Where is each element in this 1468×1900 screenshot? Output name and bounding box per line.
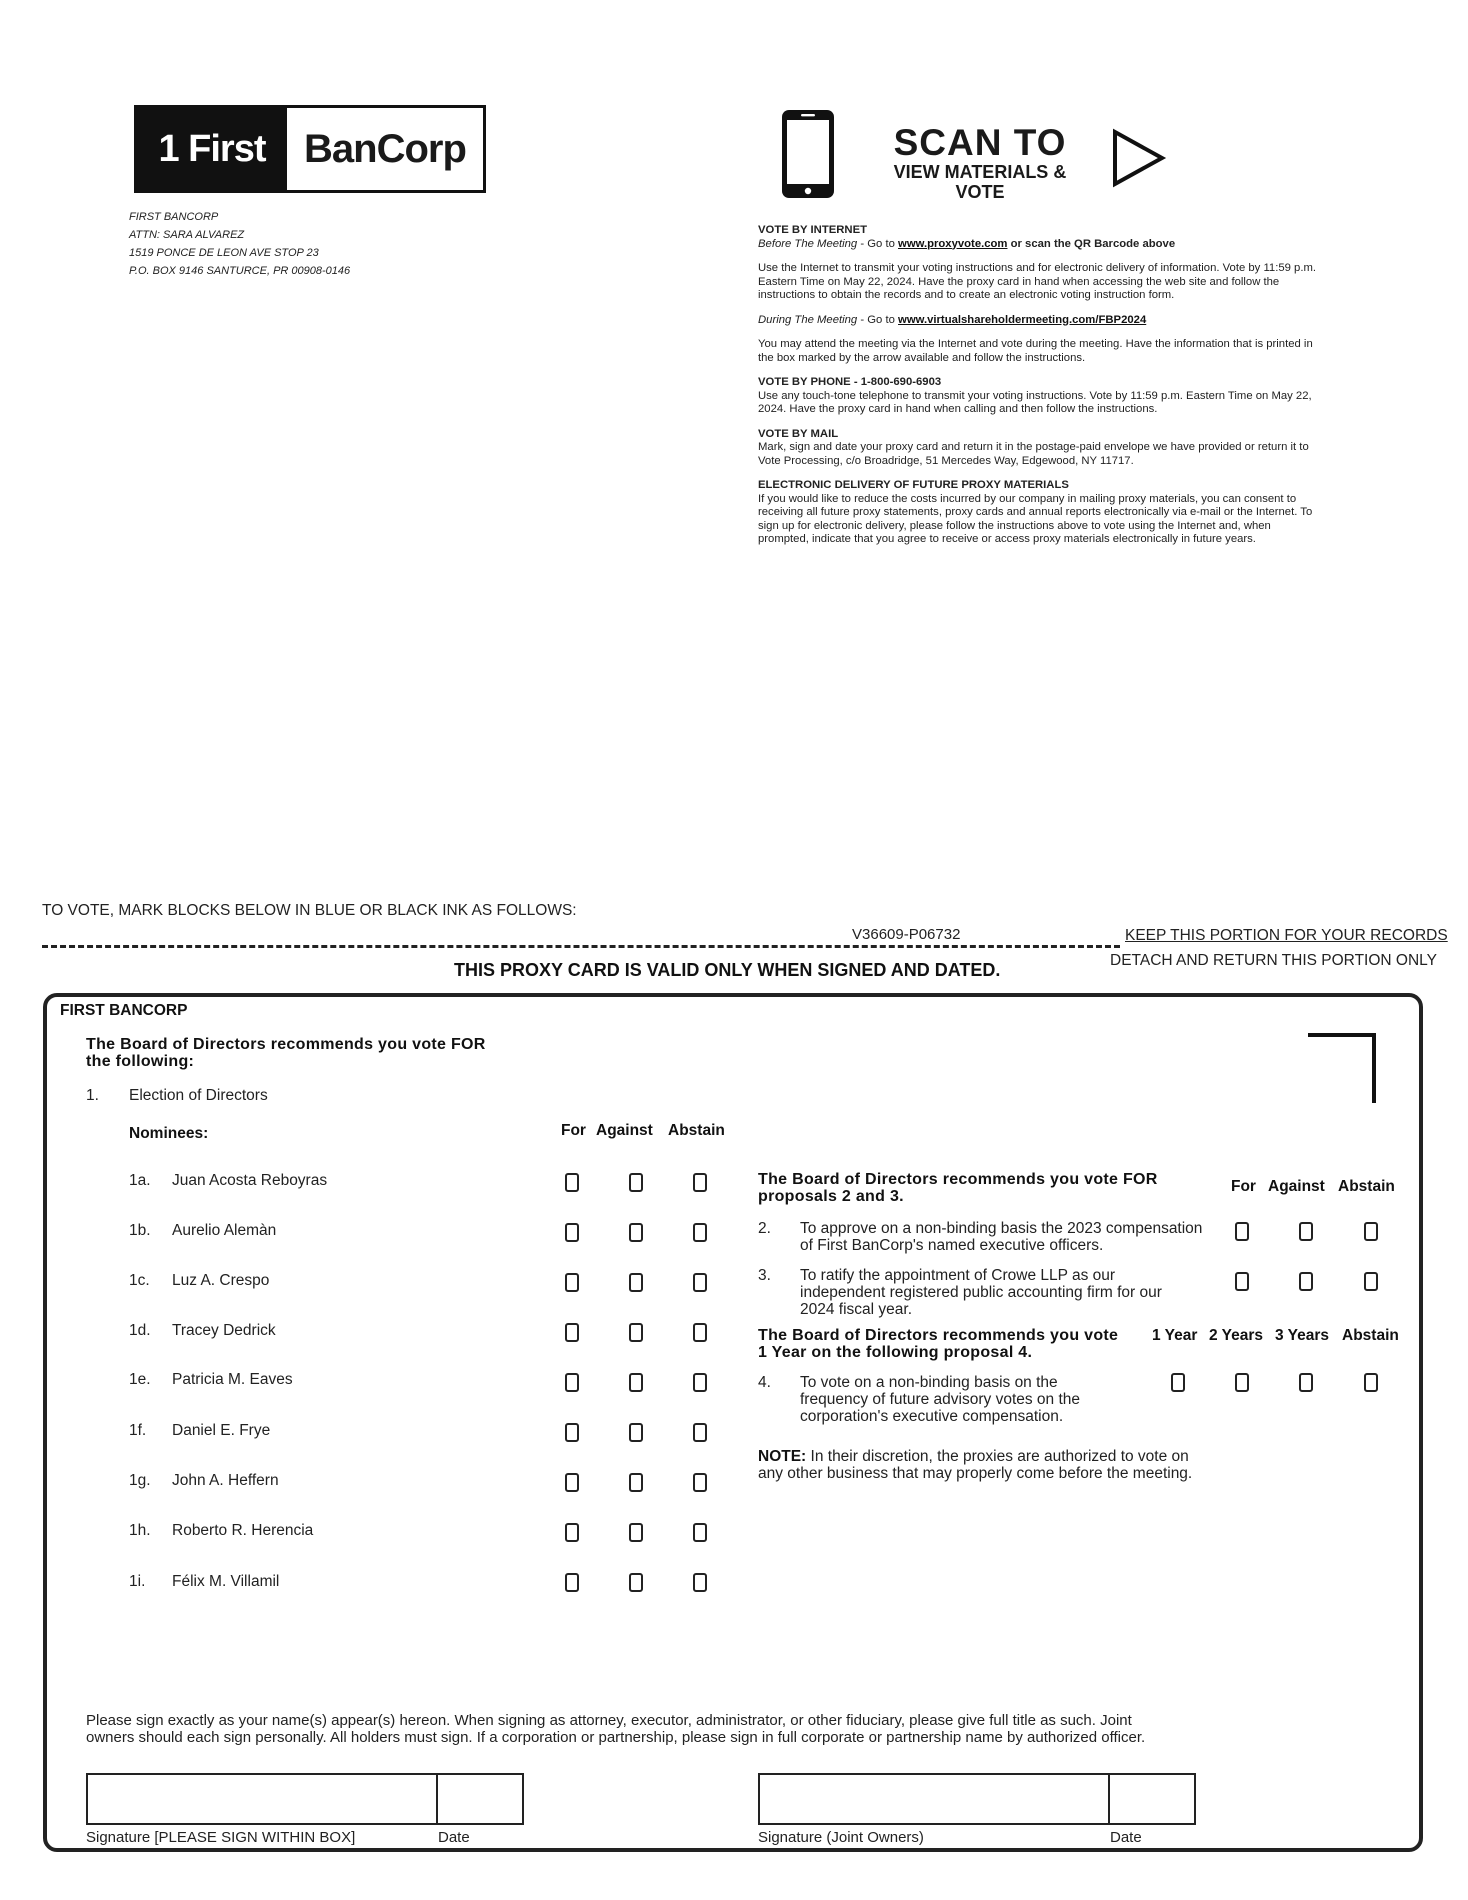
freq-header-2years: 2 Years bbox=[1209, 1327, 1264, 1344]
logo-wordmark: BanCorp bbox=[304, 126, 466, 171]
voting-instructions bbox=[758, 224, 1320, 547]
rec1-line2: the following: bbox=[86, 1053, 195, 1070]
nominee-name: Daniel E. Frye bbox=[172, 1422, 271, 1439]
nominee-id: 1d. bbox=[129, 1322, 151, 1339]
nominee-name: Tracey Dedrick bbox=[172, 1322, 276, 1339]
mail-heading: VOTE BY MAIL bbox=[758, 427, 839, 440]
p3-number: 3. bbox=[758, 1267, 771, 1284]
checkbox-1h-for[interactable] bbox=[565, 1523, 579, 1542]
checkbox-1e-against[interactable] bbox=[629, 1373, 643, 1392]
p3-line2: independent registered public accounting firm for our bbox=[800, 1284, 1162, 1301]
address-line: FIRST BANCORP bbox=[129, 211, 219, 223]
address-line: P.O. BOX 9146 SANTURCE, PR 00908-0146 bbox=[129, 265, 351, 277]
edelivery-heading: ELECTRONIC DELIVERY OF FUTURE PROXY MATERIALS bbox=[758, 479, 1069, 491]
p4-number: 4. bbox=[758, 1374, 771, 1391]
mail-body: Mark, sign and date your proxy card and return it in the postage-paid envelope we have provided or return it to Vote Processing, c/o Broadridge, 51 Mercedes Way, Edgewood, NY 11717. bbox=[758, 441, 1309, 467]
checkbox-p2-against[interactable] bbox=[1299, 1222, 1313, 1241]
rec1-line1: The Board of Directors recommends you vote FOR bbox=[86, 1036, 486, 1053]
proxyvote-link[interactable]: www.proxyvote.com bbox=[898, 237, 1008, 250]
phone-body: Use any touch-tone telephone to transmit your voting instructions. Vote by 11:59 p.m. Eastern Time on May 22, 2024. Have the proxy card in hand when calling and then follow the instructions. bbox=[758, 389, 1312, 415]
p3-text bbox=[800, 1267, 1162, 1318]
checkbox-p3-for[interactable] bbox=[1235, 1272, 1249, 1291]
phone-heading: VOTE BY PHONE - 1-800-690-6903 bbox=[758, 376, 942, 388]
p4-line1: To vote on a non-binding basis on the bbox=[800, 1374, 1058, 1391]
p3-line1: To ratify the appointment of Crowe LLP as our bbox=[800, 1267, 1116, 1284]
checkbox-1i-against[interactable] bbox=[629, 1573, 643, 1592]
nominee-id: 1h. bbox=[129, 1522, 151, 1539]
checkbox-1f-against[interactable] bbox=[629, 1423, 643, 1442]
p23-header-abstain: Abstain bbox=[1338, 1178, 1395, 1195]
detach-line bbox=[42, 945, 1120, 948]
nominee-id: 1c. bbox=[129, 1272, 150, 1289]
rec1-heading bbox=[86, 1036, 486, 1070]
scan-title: SCAN TO bbox=[893, 122, 1067, 163]
checkbox-1c-abstain[interactable] bbox=[693, 1273, 707, 1292]
checkbox-p3-against[interactable] bbox=[1299, 1272, 1313, 1291]
phone-icon bbox=[780, 108, 836, 200]
freq-header-3years: 3 Years bbox=[1275, 1327, 1330, 1344]
return-address bbox=[129, 208, 350, 280]
nominee-id: 1a. bbox=[129, 1172, 151, 1189]
p4-line2: frequency of future advisory votes on the bbox=[800, 1391, 1081, 1408]
note-line1 bbox=[758, 1448, 1192, 1465]
note-text1: In their discretion, the proxies are authorized to vote on bbox=[806, 1448, 1189, 1465]
nominee-name: Patricia M. Eaves bbox=[172, 1371, 293, 1388]
checkbox-p4-abstain[interactable] bbox=[1364, 1373, 1378, 1392]
card-company: FIRST BANCORP bbox=[60, 1002, 188, 1019]
nominees-label: Nominees: bbox=[129, 1125, 209, 1142]
nominee-id: 1e. bbox=[129, 1371, 151, 1388]
p2-line2: of First BanCorp's named executive officers. bbox=[800, 1237, 1104, 1254]
checkbox-1g-for[interactable] bbox=[565, 1473, 579, 1492]
joint-date-label: Date bbox=[1110, 1829, 1142, 1846]
checkbox-1b-against[interactable] bbox=[629, 1223, 643, 1242]
joint-signature-label: Signature (Joint Owners) bbox=[758, 1829, 924, 1846]
joint-date-box[interactable] bbox=[1110, 1773, 1196, 1825]
header-against: Against bbox=[596, 1122, 653, 1139]
checkbox-1e-for[interactable] bbox=[565, 1373, 579, 1392]
company-logo bbox=[134, 105, 486, 193]
before-tail: or scan the QR Barcode above bbox=[1007, 237, 1176, 250]
nominee-id: 1g. bbox=[129, 1472, 151, 1489]
item1-label: Election of Directors bbox=[129, 1087, 268, 1104]
p23-header-against: Against bbox=[1268, 1178, 1325, 1195]
before-label: Before The Meeting bbox=[758, 237, 858, 250]
p4-text bbox=[800, 1374, 1080, 1425]
note-line2: any other business that may properly come before the meeting. bbox=[758, 1465, 1193, 1482]
edelivery-body: If you would like to reduce the costs incurred by our company in mailing proxy materials, you can consent to receiving all future proxy statements, proxy cards and annual reports electronically via e-mail or the Internet. To sign up for electronic delivery, please follow the instructions above to vote using the Internet and, when prompted, indicate that you agree to receive or access proxy materials electronically in future years. bbox=[758, 492, 1313, 545]
during-body: You may attend the meeting via the Internet and vote during the meeting. Have the information that is printed in the box marked by the arrow available and follow the instructions. bbox=[758, 338, 1313, 364]
checkbox-1i-for[interactable] bbox=[565, 1573, 579, 1592]
checkbox-p4-1year[interactable] bbox=[1171, 1373, 1185, 1392]
nominee-id: 1i. bbox=[129, 1573, 146, 1590]
nominee-name: John A. Heffern bbox=[172, 1472, 279, 1489]
date-label: Date bbox=[438, 1829, 470, 1846]
p3-line3: 2024 fiscal year. bbox=[800, 1301, 913, 1318]
sign-line1: Please sign exactly as your name(s) appear(s) hereon. When signing as attorney, executor, administrator, or other fiduciary, please give full title as such. Joint bbox=[86, 1712, 1132, 1729]
nominee-name: Félix M. Villamil bbox=[172, 1573, 280, 1590]
sign-line2: owners should each sign personally. All holders must sign. If a corporation or partnership, please sign in full corporate or partnership name by authorized officer. bbox=[86, 1729, 1146, 1746]
checkbox-1d-for[interactable] bbox=[565, 1323, 579, 1342]
checkbox-1g-abstain[interactable] bbox=[693, 1473, 707, 1492]
internet-body: Use the Internet to transmit your voting instructions and for electronic delivery of information. Vote by 11:59 p.m. Eastern Time on May 22, 2024. Have the proxy card in hand when accessing the web site and follow the instructions to obtain the records and to create an electronic voting instruction form. bbox=[758, 262, 1317, 301]
rec2-line2: proposals 2 and 3. bbox=[758, 1188, 904, 1205]
checkbox-p4-2years[interactable] bbox=[1235, 1373, 1249, 1392]
p2-line1: To approve on a non-binding basis the 2023 compensation bbox=[800, 1220, 1203, 1237]
signature-label: Signature [PLEASE SIGN WITHIN BOX] bbox=[86, 1829, 356, 1846]
header-abstain: Abstain bbox=[668, 1122, 725, 1139]
date-box[interactable] bbox=[438, 1773, 524, 1825]
before-go: - Go to bbox=[857, 237, 899, 250]
note-label: NOTE: bbox=[758, 1448, 807, 1465]
checkbox-1b-abstain[interactable] bbox=[693, 1223, 707, 1242]
detach-return-label: DETACH AND RETURN THIS PORTION ONLY bbox=[1110, 952, 1437, 969]
rec2-heading bbox=[758, 1171, 1158, 1205]
checkbox-1f-abstain[interactable] bbox=[693, 1423, 707, 1442]
checkbox-1i-abstain[interactable] bbox=[693, 1573, 707, 1592]
freq-header-abstain: Abstain bbox=[1342, 1327, 1399, 1344]
nominee-name: Luz A. Crespo bbox=[172, 1272, 270, 1289]
p2-number: 2. bbox=[758, 1220, 771, 1237]
nominee-id: 1f. bbox=[129, 1422, 147, 1439]
control-number: V36609-P06732 bbox=[852, 926, 961, 943]
header-for: For bbox=[561, 1122, 586, 1139]
mark-instructions: TO VOTE, MARK BLOCKS BELOW IN BLUE OR BLACK INK AS FOLLOWS: bbox=[42, 902, 577, 919]
checkbox-1c-for[interactable] bbox=[565, 1273, 579, 1292]
valid-note: THIS PROXY CARD IS VALID ONLY WHEN SIGNED AND DATED. bbox=[454, 960, 1001, 980]
nominee-name: Roberto R. Herencia bbox=[172, 1522, 314, 1539]
signature-box[interactable] bbox=[86, 1773, 438, 1825]
checkbox-1h-against[interactable] bbox=[629, 1523, 643, 1542]
before-meeting-line bbox=[758, 238, 1320, 252]
nominee-name: Aurelio Alemàn bbox=[172, 1222, 277, 1239]
address-line: 1519 PONCE DE LEON AVE STOP 23 bbox=[129, 247, 319, 259]
checkbox-1b-for[interactable] bbox=[565, 1223, 579, 1242]
sign-instructions bbox=[86, 1712, 1145, 1746]
nominee-id: 1b. bbox=[129, 1222, 151, 1239]
logo-mark: 1 First bbox=[137, 108, 287, 190]
virtual-meeting-link[interactable]: www.virtualshareholdermeeting.com/FBP2024 bbox=[898, 313, 1147, 326]
checkbox-1g-against[interactable] bbox=[629, 1473, 643, 1492]
checkbox-p4-3years[interactable] bbox=[1299, 1373, 1313, 1392]
corner-mark bbox=[1308, 1033, 1376, 1103]
checkbox-p2-abstain[interactable] bbox=[1364, 1222, 1378, 1241]
checkbox-1h-abstain[interactable] bbox=[693, 1523, 707, 1542]
internet-heading: VOTE BY INTERNET bbox=[758, 224, 868, 236]
checkbox-1d-abstain[interactable] bbox=[693, 1323, 707, 1342]
joint-signature-box[interactable] bbox=[758, 1773, 1110, 1825]
keep-portion-label: KEEP THIS PORTION FOR YOUR RECORDS bbox=[1125, 927, 1448, 944]
checkbox-1f-for[interactable] bbox=[565, 1423, 579, 1442]
checkbox-1a-against[interactable] bbox=[629, 1173, 643, 1192]
scan-banner bbox=[880, 124, 1080, 202]
checkbox-p3-abstain[interactable] bbox=[1364, 1272, 1378, 1291]
during-meeting-line bbox=[758, 314, 1320, 328]
item1-number: 1. bbox=[86, 1087, 99, 1104]
p4-line3: corporation's executive compensation. bbox=[800, 1408, 1064, 1425]
address-line: ATTN: SARA ALVAREZ bbox=[129, 229, 245, 241]
checkbox-1c-against[interactable] bbox=[629, 1273, 643, 1292]
during-label: During The Meeting bbox=[758, 313, 858, 326]
during-go: - Go to bbox=[857, 313, 899, 326]
freq-header-1year: 1 Year bbox=[1152, 1327, 1198, 1344]
rec3-heading bbox=[758, 1327, 1118, 1361]
scan-subtitle: VIEW MATERIALS & VOTE bbox=[893, 162, 1067, 202]
checkbox-1d-against[interactable] bbox=[629, 1323, 643, 1342]
checkbox-1a-abstain[interactable] bbox=[693, 1173, 707, 1192]
play-arrow-icon bbox=[1110, 128, 1170, 188]
p2-text bbox=[800, 1220, 1202, 1254]
note-block bbox=[758, 1448, 1192, 1482]
checkbox-1e-abstain[interactable] bbox=[693, 1373, 707, 1392]
rec3-line1: The Board of Directors recommends you vote bbox=[758, 1327, 1119, 1344]
checkbox-p2-for[interactable] bbox=[1235, 1222, 1249, 1241]
nominee-name: Juan Acosta Reboyras bbox=[172, 1172, 328, 1189]
rec2-line1: The Board of Directors recommends you vote FOR bbox=[758, 1171, 1158, 1188]
checkbox-1a-for[interactable] bbox=[565, 1173, 579, 1192]
rec3-line2: 1 Year on the following proposal 4. bbox=[758, 1344, 1033, 1361]
p23-header-for: For bbox=[1231, 1178, 1256, 1195]
